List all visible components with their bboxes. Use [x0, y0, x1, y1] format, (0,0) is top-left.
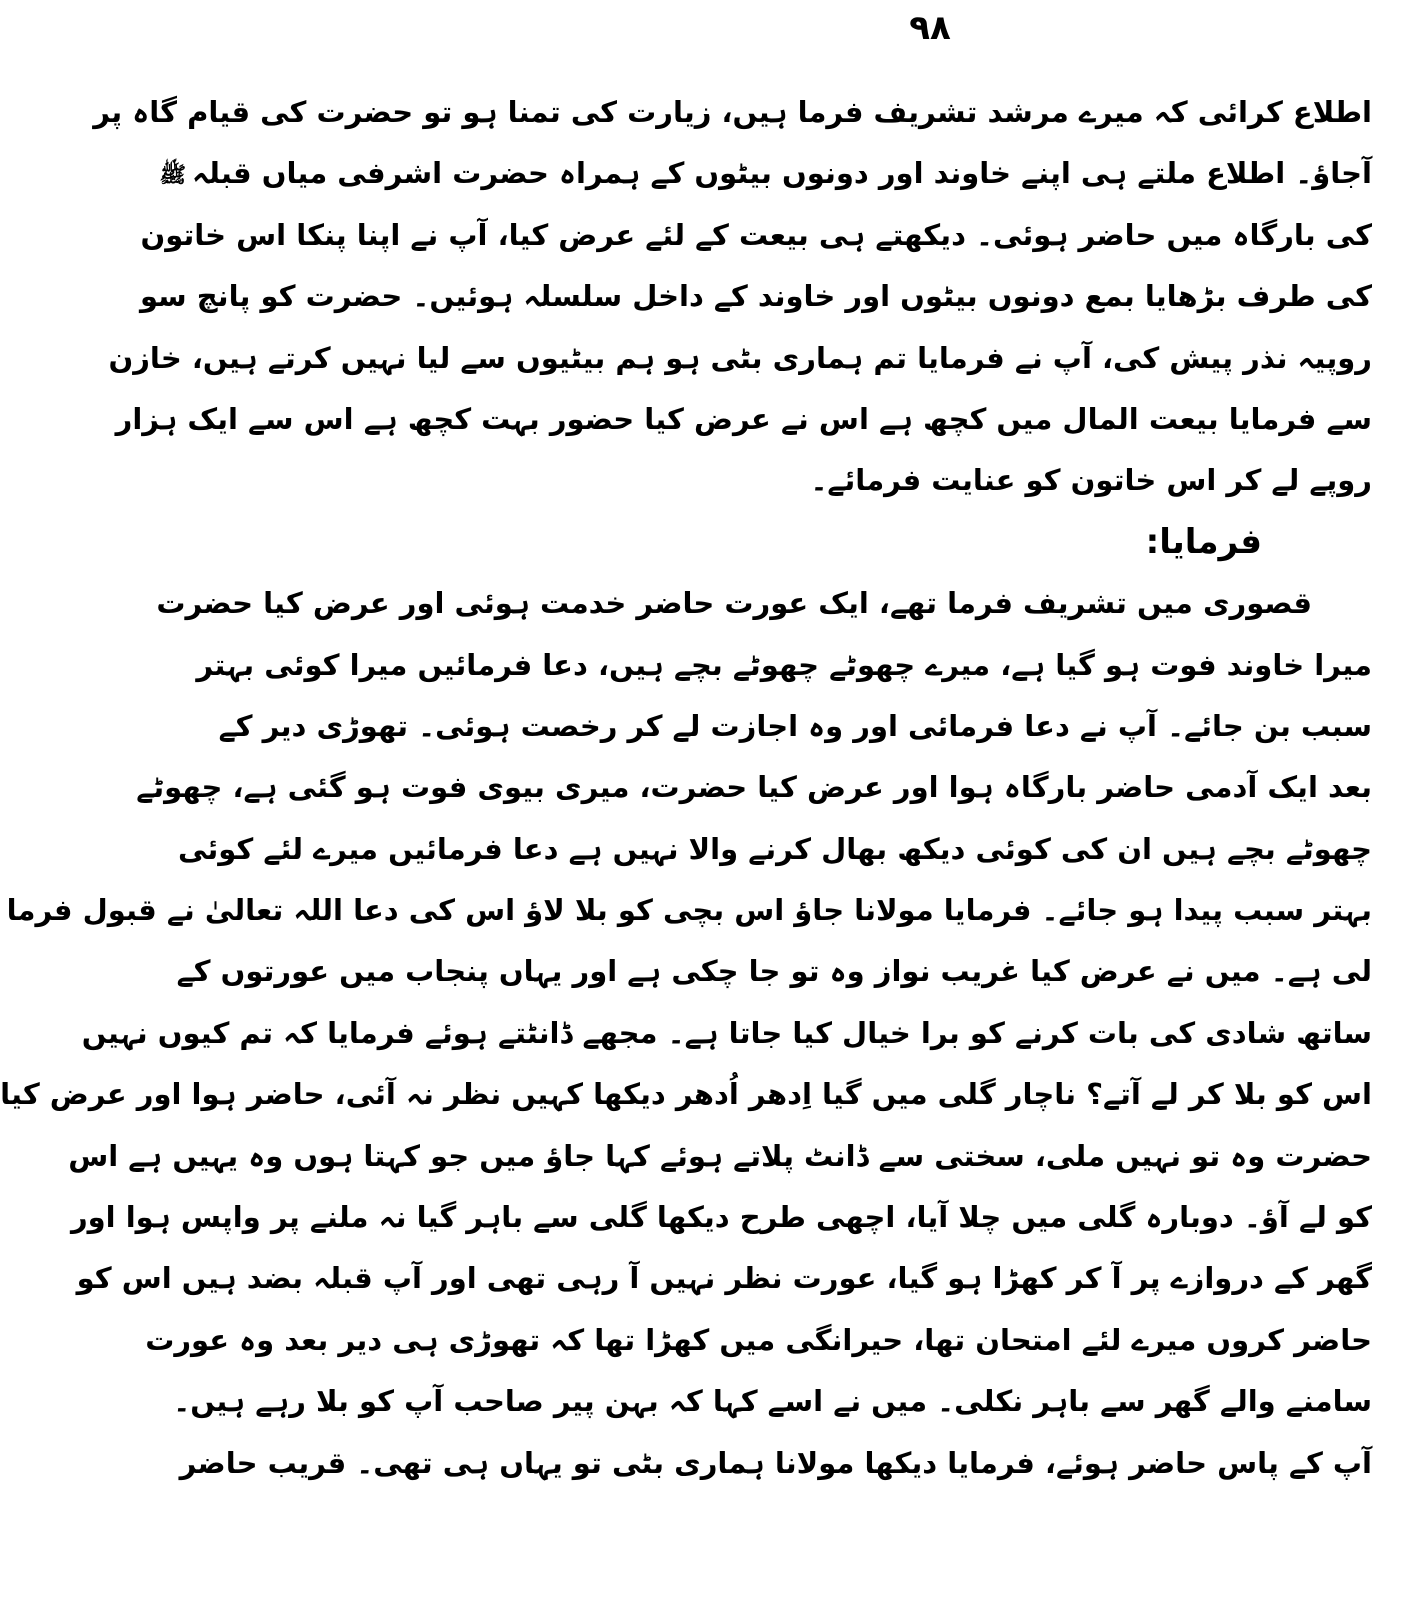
- text-line: گھر کے دروازے پر آ کر کھڑا ہو گیا، عورت نظر نہیں آ رہی تھی اور آپ قبلہ بضد ہیں اس کو: [76, 1261, 1372, 1296]
- section-heading: فرمایا:: [1145, 521, 1262, 562]
- text-line: سے فرمایا بیعت المال میں کچھ ہے اس نے عرض کیا حضور بہت کچھ ہے اس سے ایک ہزار: [115, 401, 1372, 436]
- page-text: [0, 82, 1372, 1494]
- text-line-content: آجاؤ۔ اطلاع ملتے ہی اپنے خاوند اور دونوں بیٹوں کے ہمراہ حضرت اشرفی میاں قبلہ: [192, 156, 1372, 191]
- text-line: اس کو بلا کر لے آتے؟ ناچار گلی میں گیا اِدھر اُدھر دیکھا کہیں نظر نہ آئی، حاضر ہوا اور عرض کیا: [0, 1077, 1372, 1112]
- text-line: حاضر کروں میرے لئے امتحان تھا، حیرانگی میں کھڑا تھا کہ تھوڑی ہی دیر بعد وہ عورت: [145, 1322, 1372, 1357]
- text-line: کی طرف بڑھایا بمع دونوں بیٹوں اور خاوند کے داخل سلسلہ ہوئیں۔ حضرت کو پانچ سو: [139, 279, 1372, 314]
- text-line: چھوٹے بچے ہیں ان کی کوئی دیکھ بھال کرنے والا نہیں ہے دعا فرمائیں میرے لئے کوئی: [177, 831, 1372, 866]
- text-line: روپے لے کر اس خاتون کو عنایت فرمائے۔: [810, 463, 1372, 498]
- text-line: میرا خاوند فوت ہو گیا ہے، میرے چھوٹے چھوٹے بچے ہیں، دعا فرمائیں میرا کوئی بہتر: [196, 647, 1372, 682]
- text-line: حضرت وہ تو نہیں ملی، سختی سے ڈانٹ پلاتے ہوئے کہا جاؤ میں جو کہتا ہوں وہ یہیں ہے اس: [68, 1138, 1372, 1173]
- salla-honorific: ﷺ: [159, 162, 187, 188]
- text-line: سبب بن جائے۔ آپ نے دعا فرمائی اور وہ اجازت لے کر رخصت ہوئی۔ تھوڑی دیر کے: [218, 708, 1372, 743]
- text-line: سامنے والے گھر سے باہر نکلی۔ میں نے اسے کہا کہ بہن پیر صاحب آپ کو بلا رہے ہیں۔: [173, 1384, 1372, 1419]
- text-line: لی ہے۔ میں نے عرض کیا غریب نواز وہ تو جا چکی ہے اور یہاں پنجاب میں عورتوں کے: [176, 954, 1372, 989]
- text-line: بعد ایک آدمی حاضر بارگاہ ہوا اور عرض کیا حضرت، میری بیوی فوت ہو گئی ہے، چھوٹے: [136, 770, 1372, 805]
- text-line: آپ کے پاس حاضر ہوئے، فرمایا دیکھا مولانا ہماری بٹی تو یہاں ہی تھی۔ قریب حاضر: [179, 1445, 1372, 1480]
- text-line: کی بارگاہ میں حاضر ہوئی۔ دیکھتے ہی بیعت کے لئے عرض کیا، آپ نے اپنا پنکا اس خاتون: [140, 217, 1372, 252]
- page-number: ۹۸: [909, 8, 951, 48]
- text-line: کو لے آؤ۔ دوبارہ گلی میں چلا آیا، اچھی طرح دیکھا گلی سے باہر گیا نہ ملنے پر واپس ہوا اور: [70, 1200, 1372, 1235]
- text-line: ساتھ شادی کی بات کرنے کو برا خیال کیا جاتا ہے۔ مجھے ڈانٹتے ہوئے فرمایا کہ تم کیوں نہیں: [81, 1015, 1372, 1050]
- text-line: [159, 143, 1372, 204]
- text-line: روپیہ نذر پیش کی، آپ نے فرمایا تم ہماری بٹی ہو ہم بیٹیوں سے لیا نہیں کرتے ہیں، خازن: [108, 340, 1372, 375]
- text-line: قصوری میں تشریف فرما تھے، ایک عورت حاضر خدمت ہوئی اور عرض کیا حضرت: [156, 586, 1312, 621]
- text-line: اطلاع کرائی کہ میرے مرشد تشریف فرما ہیں، زیارت کی تمنا ہو تو حضرت کی قیام گاہ پر: [93, 95, 1372, 129]
- text-line: بہتر سبب پیدا ہو جائے۔ فرمایا مولانا جاؤ اس بچی کو بلا لاؤ اس کی دعا اللہ تعالیٰ نے قبول فرما: [6, 893, 1372, 928]
